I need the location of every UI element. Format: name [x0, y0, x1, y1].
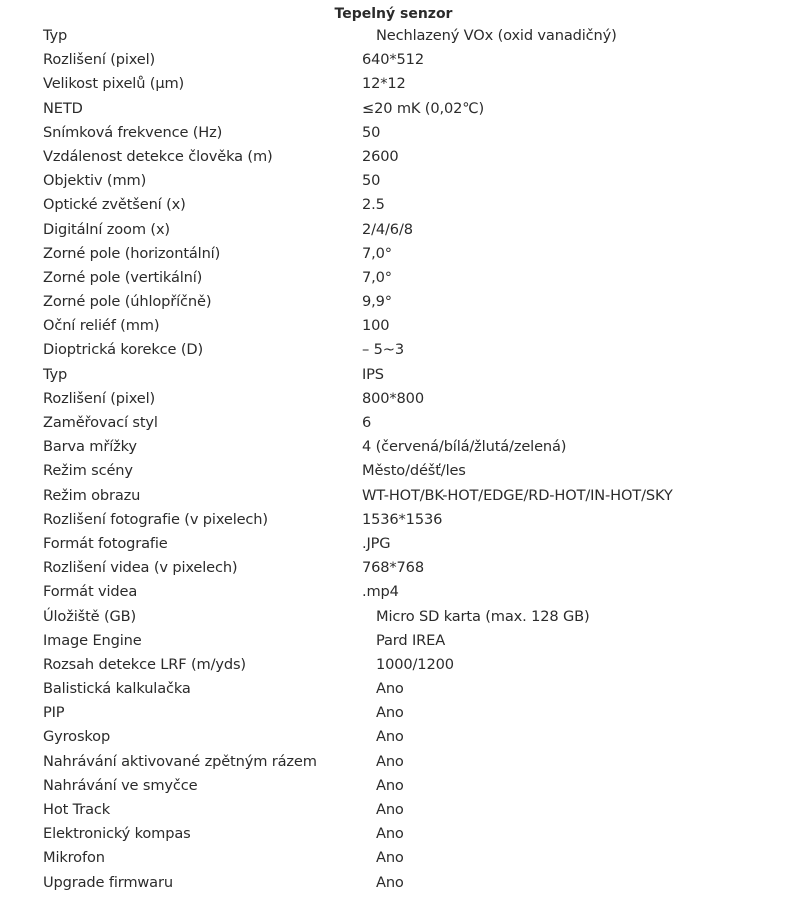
spec-row — [0, 48, 787, 72]
spec-value: 7,0° — [362, 268, 392, 286]
spec-value: 50 — [362, 123, 381, 141]
spec-label: Rozlišení fotografie (v pixelech) — [43, 510, 268, 528]
spec-value: 800*800 — [362, 389, 424, 407]
spec-row — [0, 193, 787, 217]
spec-value: 50 — [362, 172, 381, 190]
spec-value: 2.5 — [362, 196, 385, 214]
spec-label: Gyroskop — [43, 728, 111, 746]
spec-row — [0, 314, 787, 338]
spec-row — [0, 290, 787, 314]
spec-value: 1536*1536 — [362, 510, 443, 528]
spec-label: Formát videa — [43, 583, 138, 601]
spec-value: Ano — [376, 728, 404, 746]
spec-label: Snímková frekvence (Hz) — [43, 123, 223, 141]
spec-value: Nechlazený VOx (oxid vanadičný) — [376, 27, 617, 44]
spec-value: Ano — [376, 801, 404, 818]
spec-label: Elektronický kompas — [43, 825, 191, 843]
spec-row — [0, 218, 787, 242]
spec-value: Město/déšť/les — [362, 462, 466, 480]
spec-label: Rozlišení videa (v pixelech) — [43, 559, 238, 577]
spec-label: Nahrávání aktivované zpětným rázem — [43, 752, 317, 770]
spec-value: 2600 — [362, 147, 399, 165]
spec-value: Ano — [376, 752, 404, 770]
spec-label: Balistická kalkulačka — [43, 680, 191, 698]
spec-value: Micro SD karta (max. 128 GB) — [376, 607, 590, 625]
spec-label: Rozsah detekce LRF (m/yds) — [43, 655, 246, 673]
spec-label: Formát fotografie — [43, 534, 168, 552]
spec-label: Optické zvětšení (x) — [43, 196, 186, 214]
spec-label: Vzdálenost detekce člověka (m) — [43, 147, 273, 165]
spec-label: NETD — [43, 99, 83, 117]
spec-value: Ano — [376, 704, 404, 722]
spec-row — [0, 605, 787, 629]
spec-row — [0, 121, 787, 145]
spec-row — [0, 242, 787, 266]
spec-value: 640*512 — [362, 51, 424, 69]
spec-label: Oční reliéf (mm) — [43, 317, 160, 335]
spec-row — [0, 556, 787, 580]
spec-row — [0, 338, 787, 362]
spec-label: Typ — [43, 365, 68, 383]
spec-label: Hot Track — [43, 801, 111, 818]
spec-value: ≤20 mK (0,02℃) — [362, 99, 485, 117]
spec-label: Barva mřížky — [43, 438, 137, 456]
spec-row — [0, 653, 787, 677]
spec-title: Tepelný senzor — [334, 6, 453, 22]
spec-label: Upgrade firmwaru — [43, 873, 173, 891]
spec-row — [0, 24, 787, 48]
spec-row — [0, 411, 787, 435]
spec-label: Objektiv (mm) — [43, 172, 147, 190]
spec-row — [0, 72, 787, 96]
spec-value: 768*768 — [362, 559, 424, 577]
spec-row — [0, 677, 787, 701]
spec-table — [0, 24, 787, 895]
spec-row — [0, 169, 787, 193]
spec-row — [0, 387, 787, 411]
spec-label: Zorné pole (úhlopříčně) — [43, 293, 212, 311]
spec-value: 7,0° — [362, 244, 392, 262]
spec-label: Úložiště (GB) — [43, 607, 137, 625]
spec-label: Zaměřovací styl — [43, 414, 158, 431]
spec-value: 6 — [362, 414, 372, 431]
spec-label: Zorné pole (horizontální) — [43, 244, 221, 262]
spec-value: Ano — [376, 680, 404, 698]
spec-row — [0, 846, 787, 870]
spec-row — [0, 484, 787, 508]
spec-row — [0, 508, 787, 532]
spec-value: 9,9° — [362, 293, 392, 311]
spec-label: Nahrávání ve smyčce — [43, 776, 198, 794]
spec-value: – 5~3 — [362, 341, 404, 359]
spec-row — [0, 532, 787, 556]
spec-label: Typ — [43, 27, 68, 44]
spec-row — [0, 822, 787, 846]
spec-row — [0, 580, 787, 604]
spec-sheet — [0, 4, 787, 895]
spec-row — [0, 266, 787, 290]
spec-value: Ano — [376, 873, 404, 891]
spec-label: Rozlišení (pixel) — [43, 51, 156, 69]
spec-label: Image Engine — [43, 631, 142, 649]
spec-row — [0, 97, 787, 121]
spec-row — [0, 701, 787, 725]
spec-row — [0, 798, 787, 822]
spec-value: Ano — [376, 849, 404, 867]
spec-row — [0, 363, 787, 387]
spec-value: Ano — [376, 776, 404, 794]
spec-value: 4 (červená/bílá/žlutá/zelená) — [362, 438, 567, 456]
spec-label: Režim scény — [43, 462, 133, 480]
spec-label: Dioptrická korekce (D) — [43, 341, 203, 359]
spec-row — [0, 145, 787, 169]
spec-value: 1000/1200 — [376, 655, 454, 673]
spec-label: Digitální zoom (x) — [43, 220, 170, 238]
spec-label: Velikost pixelů (μm) — [43, 75, 185, 93]
spec-value: 2/4/6/8 — [362, 220, 413, 238]
spec-row — [0, 459, 787, 483]
spec-label: Mikrofon — [43, 849, 105, 867]
spec-value: IPS — [362, 365, 384, 383]
spec-label: Režim obrazu — [43, 486, 141, 504]
spec-value: .JPG — [362, 534, 391, 552]
spec-value: 100 — [362, 317, 390, 335]
spec-row — [0, 774, 787, 798]
spec-value: .mp4 — [362, 583, 399, 601]
spec-row — [0, 750, 787, 774]
spec-label: Zorné pole (vertikální) — [43, 268, 203, 286]
spec-row — [0, 435, 787, 459]
spec-value: 12*12 — [362, 75, 406, 93]
spec-value: Ano — [376, 825, 404, 843]
spec-label: Rozlišení (pixel) — [43, 389, 156, 407]
spec-row — [0, 725, 787, 749]
spec-row — [0, 871, 787, 895]
spec-row — [0, 629, 787, 653]
spec-value: WT-HOT/BK-HOT/EDGE/RD-HOT/IN-HOT/SKY — [362, 486, 673, 504]
spec-value: Pard IREA — [376, 631, 446, 649]
spec-label: PIP — [43, 704, 65, 722]
